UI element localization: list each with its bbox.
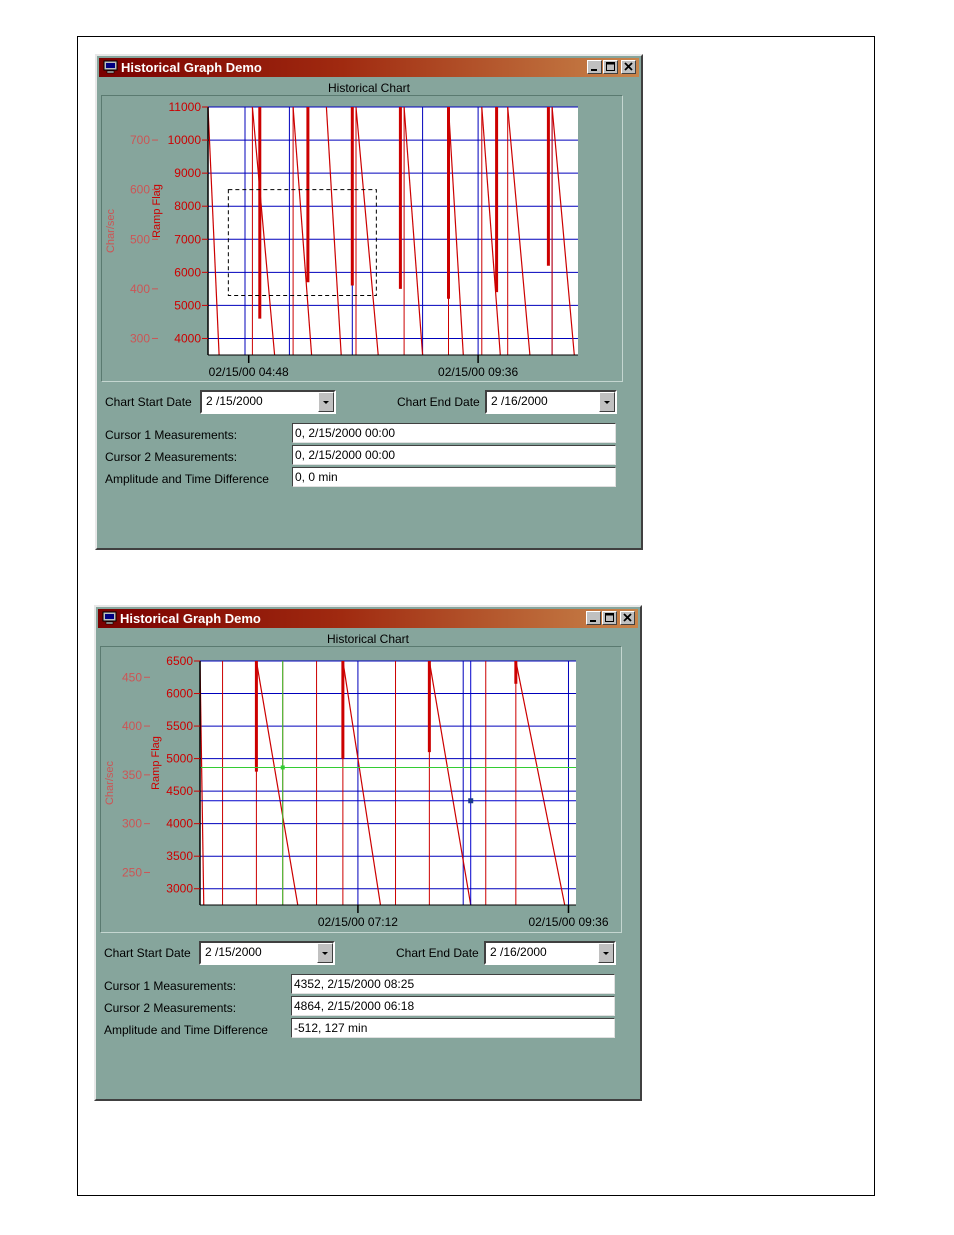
- char-axis-tick-label: 700: [129, 133, 150, 148]
- chart-panel: [100, 646, 622, 933]
- computer-icon: [103, 60, 118, 74]
- char-axis-tick-label: 400: [129, 281, 150, 296]
- ramp-flag-axis-title: Ramp Flag: [150, 736, 162, 790]
- cursor-2-field[interactable]: [292, 445, 616, 465]
- char-axis-tick-label: 350: [121, 767, 142, 782]
- cursor-1-field[interactable]: [292, 423, 616, 443]
- ramp-axis-tick-label: 6000: [166, 686, 193, 701]
- x-axis-tick-label: 02/15/00 09:36: [438, 365, 519, 379]
- cursor-1-label: Cursor 1 Measurements:: [105, 428, 238, 442]
- chart-end-date-value: 2 /16/2000: [490, 945, 547, 959]
- char-axis-tick-label: 400: [121, 719, 142, 734]
- ramp-axis-tick-label: 4500: [166, 784, 193, 799]
- ramp-axis-tick-label: 9000: [174, 166, 201, 181]
- cursor-2-field[interactable]: [291, 996, 615, 1016]
- char-axis-tick-label: 500: [129, 232, 150, 247]
- char-axis-tick-label: 250: [121, 865, 142, 880]
- chart-end-date-select[interactable]: [484, 941, 616, 965]
- x-axis-tick-label: 02/15/00 09:36: [528, 915, 609, 929]
- historical-graph-window-1: [95, 54, 643, 550]
- chart-end-date-value: 2 /16/2000: [491, 394, 548, 408]
- cursor-1-field[interactable]: [291, 974, 615, 994]
- ramp-axis-tick-label: 11000: [168, 100, 201, 114]
- title-bar[interactable]: [98, 609, 638, 628]
- chart-end-date-label: Chart End Date: [397, 395, 480, 409]
- chart-start-date-select[interactable]: [200, 390, 336, 414]
- difference-label: Amplitude and Time Difference: [105, 472, 269, 486]
- ramp-axis-tick-label: 4000: [166, 816, 193, 831]
- char-axis-tick-label: 600: [129, 182, 150, 197]
- cursor-2-label: Cursor 2 Measurements:: [104, 1001, 237, 1015]
- char-axis-tick-label: 300: [121, 816, 142, 831]
- cursor-2-value: 0, 2/15/2000 00:00: [295, 448, 396, 462]
- char-per-sec-axis-title: Char/sec: [105, 208, 117, 254]
- cursor-2-value: 4864, 2/15/2000 06:18: [294, 999, 415, 1013]
- cursor-1-value: 0, 2/15/2000 00:00: [295, 426, 396, 440]
- char-axis-tick-label: 300: [129, 331, 150, 346]
- historical-chart[interactable]: [101, 647, 621, 932]
- chevron-down-icon[interactable]: [317, 943, 333, 963]
- cursor-1-label: Cursor 1 Measurements:: [104, 979, 237, 993]
- close-button[interactable]: [620, 611, 635, 625]
- difference-label: Amplitude and Time Difference: [104, 1023, 268, 1037]
- cursor-2-label: Cursor 2 Measurements:: [105, 450, 238, 464]
- ramp-axis-tick-label: 4000: [174, 331, 201, 346]
- ramp-axis-tick-label: 8000: [174, 199, 201, 214]
- historical-graph-window-2: [94, 605, 642, 1101]
- ramp-axis-tick-label: 5000: [174, 298, 201, 313]
- ramp-axis-tick-label: 6000: [174, 265, 201, 280]
- chart-end-date-label: Chart End Date: [396, 946, 479, 960]
- x-axis-tick-label: 02/15/00 04:48: [208, 365, 289, 379]
- ramp-axis-tick-label: 7000: [174, 232, 201, 247]
- chevron-down-icon[interactable]: [599, 392, 615, 412]
- chart-start-date-select[interactable]: [199, 941, 335, 965]
- historical-chart[interactable]: [102, 96, 622, 381]
- ramp-axis-tick-label: 3000: [166, 881, 193, 896]
- window-title: Historical Graph Demo: [121, 60, 262, 75]
- chevron-down-icon[interactable]: [598, 943, 614, 963]
- chevron-down-icon[interactable]: [318, 392, 334, 412]
- difference-value: -512, 127 min: [294, 1021, 368, 1035]
- title-bar[interactable]: [99, 58, 639, 77]
- x-axis-tick-label: 02/15/00 07:12: [317, 915, 398, 929]
- char-axis-tick-label: 450: [121, 670, 142, 685]
- ramp-axis-tick-label: 10000: [167, 133, 201, 148]
- minimize-button[interactable]: [587, 60, 602, 74]
- cursor-1-value: 4352, 2/15/2000 08:25: [294, 977, 415, 991]
- chart-title: Historical Chart: [327, 81, 411, 95]
- close-button[interactable]: [621, 60, 636, 74]
- ramp-axis-tick-label: 5000: [166, 751, 193, 766]
- difference-field[interactable]: [291, 1018, 615, 1038]
- chart-title: Historical Chart: [326, 632, 410, 646]
- ramp-axis-tick-label: 3500: [166, 849, 193, 864]
- ramp-axis-tick-label: 5500: [166, 719, 193, 734]
- difference-value: 0, 0 min: [295, 470, 338, 484]
- char-per-sec-axis-title: Char/sec: [104, 760, 116, 806]
- difference-field[interactable]: [292, 467, 616, 487]
- maximize-button[interactable]: [603, 60, 618, 74]
- cursor-2-marker: [281, 765, 285, 769]
- chart-start-date-value: 2 /15/2000: [206, 394, 263, 408]
- chart-end-date-select[interactable]: [485, 390, 617, 414]
- chart-start-date-label: Chart Start Date: [105, 395, 192, 409]
- cursor-1-marker: [468, 798, 473, 803]
- chart-panel: [101, 95, 623, 382]
- ramp-flag-axis-title: Ramp Flag: [151, 184, 163, 238]
- computer-icon: [102, 611, 117, 625]
- chart-start-date-label: Chart Start Date: [104, 946, 191, 960]
- maximize-button[interactable]: [602, 611, 617, 625]
- minimize-button[interactable]: [586, 611, 601, 625]
- ramp-axis-tick-label: 6500: [166, 654, 193, 668]
- window-title: Historical Graph Demo: [120, 611, 261, 626]
- chart-start-date-value: 2 /15/2000: [205, 945, 262, 959]
